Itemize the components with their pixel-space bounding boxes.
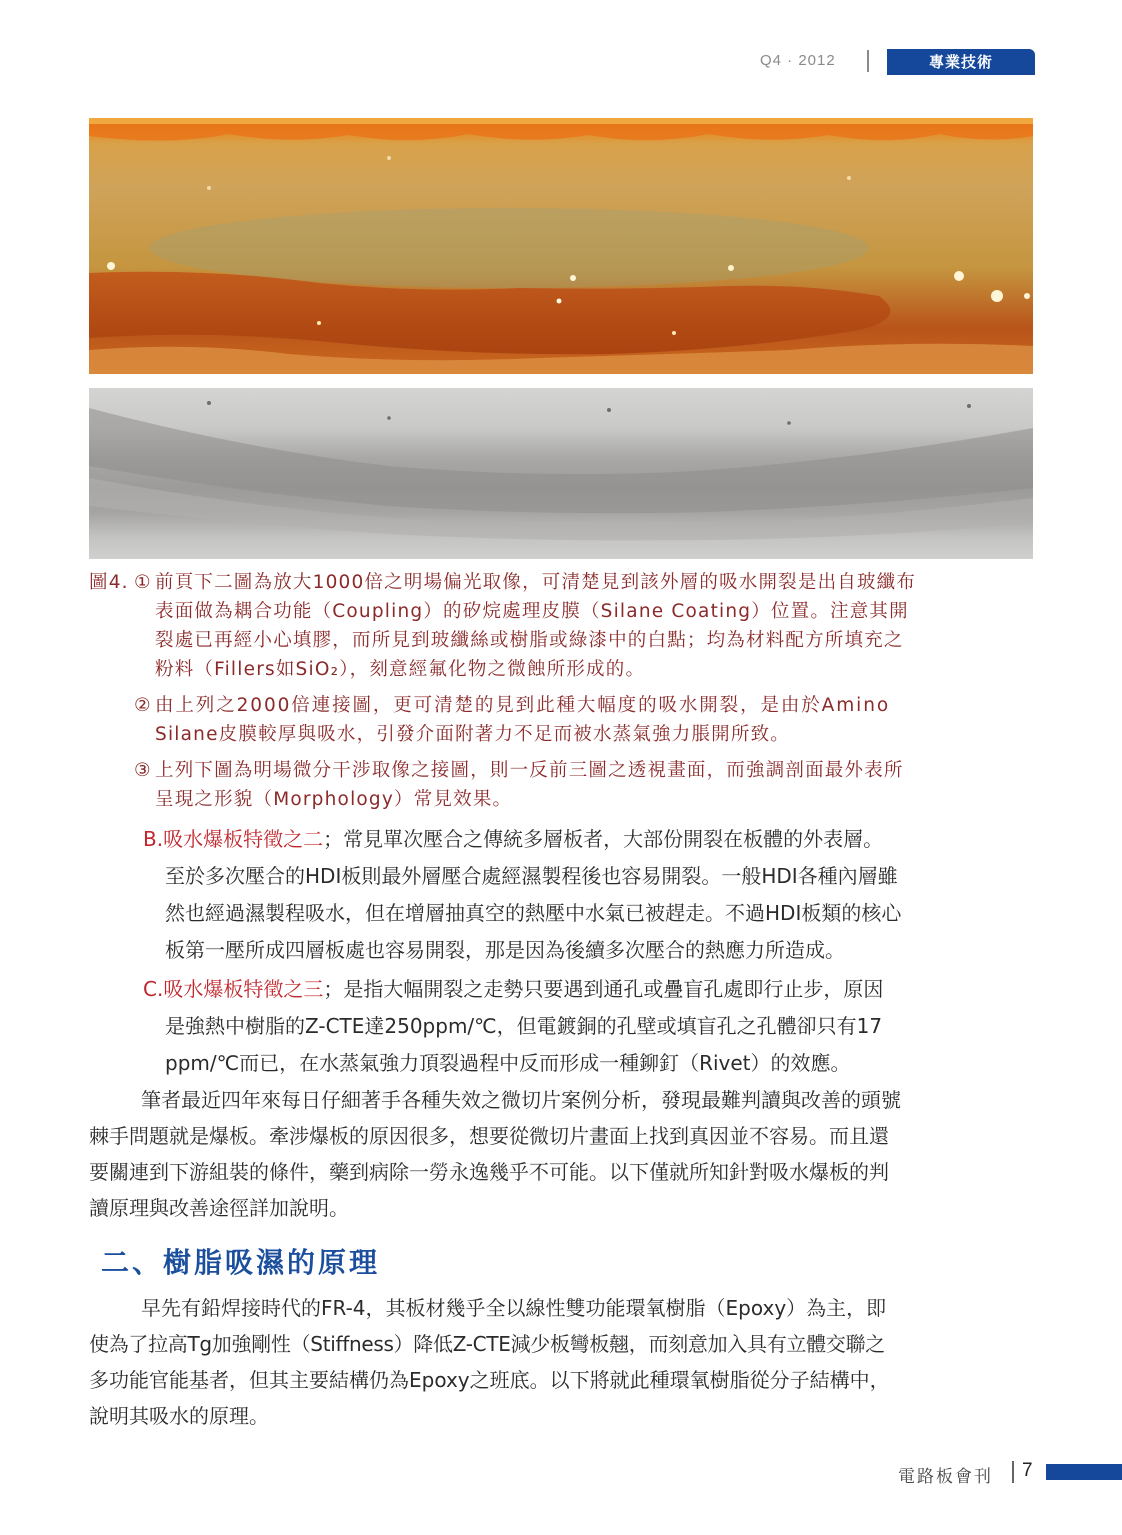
micrograph-interference — [89, 388, 1033, 559]
section-b-line: 板第一壓所成四層板處也容易開裂，那是因為後續多次壓合的熱應力所造成。 — [165, 938, 845, 962]
issue-label: Q4 · 2012 — [760, 52, 836, 69]
caption-item-1-line: 裂處已再經小心填膠，而所見到玻纖絲或樹脂或綠漆中的白點；均為材料配方所填充之 — [155, 630, 904, 651]
caption-item-3-line: 上列下圖為明場微分干涉取像之接圖，則一反前三圖之透視畫面，而強調剖面最外表所 — [155, 760, 904, 781]
paragraph-line: 棘手問題就是爆板。牽涉爆板的原因很多，想要從微切片畫面上找到真因並不容易。而且還 — [89, 1124, 889, 1148]
caption-item-2-line: Silane皮膜較厚與吸水，引發介面附著力不足而被水蒸氣強力脹開所致。 — [155, 724, 790, 745]
caption-item-1-line: 表面做為耦合功能（Coupling）的矽烷處理皮膜（Silane Coating）位置。注意其開 — [155, 601, 909, 622]
figure-label: 圖4. — [89, 572, 129, 593]
header-divider — [867, 50, 869, 72]
section2-line: 使為了拉高Tg加強剛性（Stiffness）降低Z-CTE減少板彎板翹，而刻意加入具有立體交聯之 — [89, 1332, 885, 1356]
caption-item-3-line: 呈現之形貌（Morphology）常見效果。 — [155, 789, 513, 810]
section-c-first-line — [143, 972, 883, 1007]
caption-item-2-line: 由上列之2000倍連接圖，更可清楚的見到此種大幅度的吸水開裂，是由於Amino — [155, 695, 891, 716]
section-b-first-line — [143, 822, 883, 857]
paragraph-line: 要關連到下游組裝的條件，藥到病除一勞永逸幾乎不可能。以下僅就所知針對吸水爆板的判 — [89, 1160, 889, 1184]
section-b-line: 至於多次壓合的HDI板則最外層壓合處經濕製程後也容易開裂。一般HDI各種內層雖 — [165, 864, 898, 888]
section2-line: 早先有鉛焊接時代的FR-4，其板材幾乎全以線性雙功能環氧樹脂（Epoxy）為主，即 — [141, 1296, 887, 1320]
section-b-label: B.吸水爆板特徵之二 — [143, 827, 324, 851]
paragraph-line: 讀原理與改善途徑詳加說明。 — [89, 1196, 349, 1220]
paragraph-line: 筆者最近四年來每日仔細著手各種失效之微切片案例分析，發現最難判讀與改善的頭號 — [141, 1088, 901, 1112]
journal-name: 電路板會刊 — [898, 1467, 993, 1487]
footer-accent-bar — [1046, 1464, 1122, 1480]
section-b-line: 然也經過濕製程吸水，但在增層抽真空的熱壓中水氣已被趕走。不過HDI板類的核心 — [165, 901, 902, 925]
section2-line: 說明其吸水的原理。 — [89, 1404, 269, 1428]
section2-line: 多功能官能基者，但其主要結構仍為Epoxy之班底。以下將就此種環氧樹脂從分子結構中， — [89, 1368, 890, 1392]
footer-divider — [1012, 1461, 1014, 1483]
caption-item-1-line: 前頁下二圖為放大1000倍之明場偏光取像，可清楚見到該外層的吸水開裂是出自玻纖布 — [155, 572, 917, 593]
micrograph-polarized — [89, 118, 1033, 374]
page-number: 7 — [1022, 1460, 1033, 1481]
section-b-line: ；常見單次壓合之傳統多層板者，大部份開裂在板體的外表層。 — [323, 827, 884, 851]
caption-marker-1: ① — [134, 572, 152, 593]
section-c-label: C.吸水爆板特徵之三 — [143, 977, 324, 1001]
caption-marker-3: ③ — [134, 760, 152, 781]
section-c-line: ppm/℃而已，在水蒸氣強力頂裂過程中反而形成一種鉚釘（Rivet）的效應。 — [165, 1051, 851, 1075]
caption-item-1-line: 粉料（Fillers如SiO₂），刻意經氟化物之微蝕所形成的。 — [155, 659, 646, 680]
section-c-line: 是強熱中樹脂的Z-CTE達250ppm/℃，但電鍍銅的孔壁或填盲孔之孔體卻只有17 — [165, 1014, 883, 1038]
caption-marker-2: ② — [134, 695, 152, 716]
section-c-line: ；是指大幅開裂之走勢只要遇到通孔或疊盲孔處即行止步，原因 — [323, 977, 884, 1001]
section-heading: 二、樹脂吸濕的原理 — [101, 1246, 381, 1279]
section-badge: 專業技術 — [887, 49, 1035, 75]
